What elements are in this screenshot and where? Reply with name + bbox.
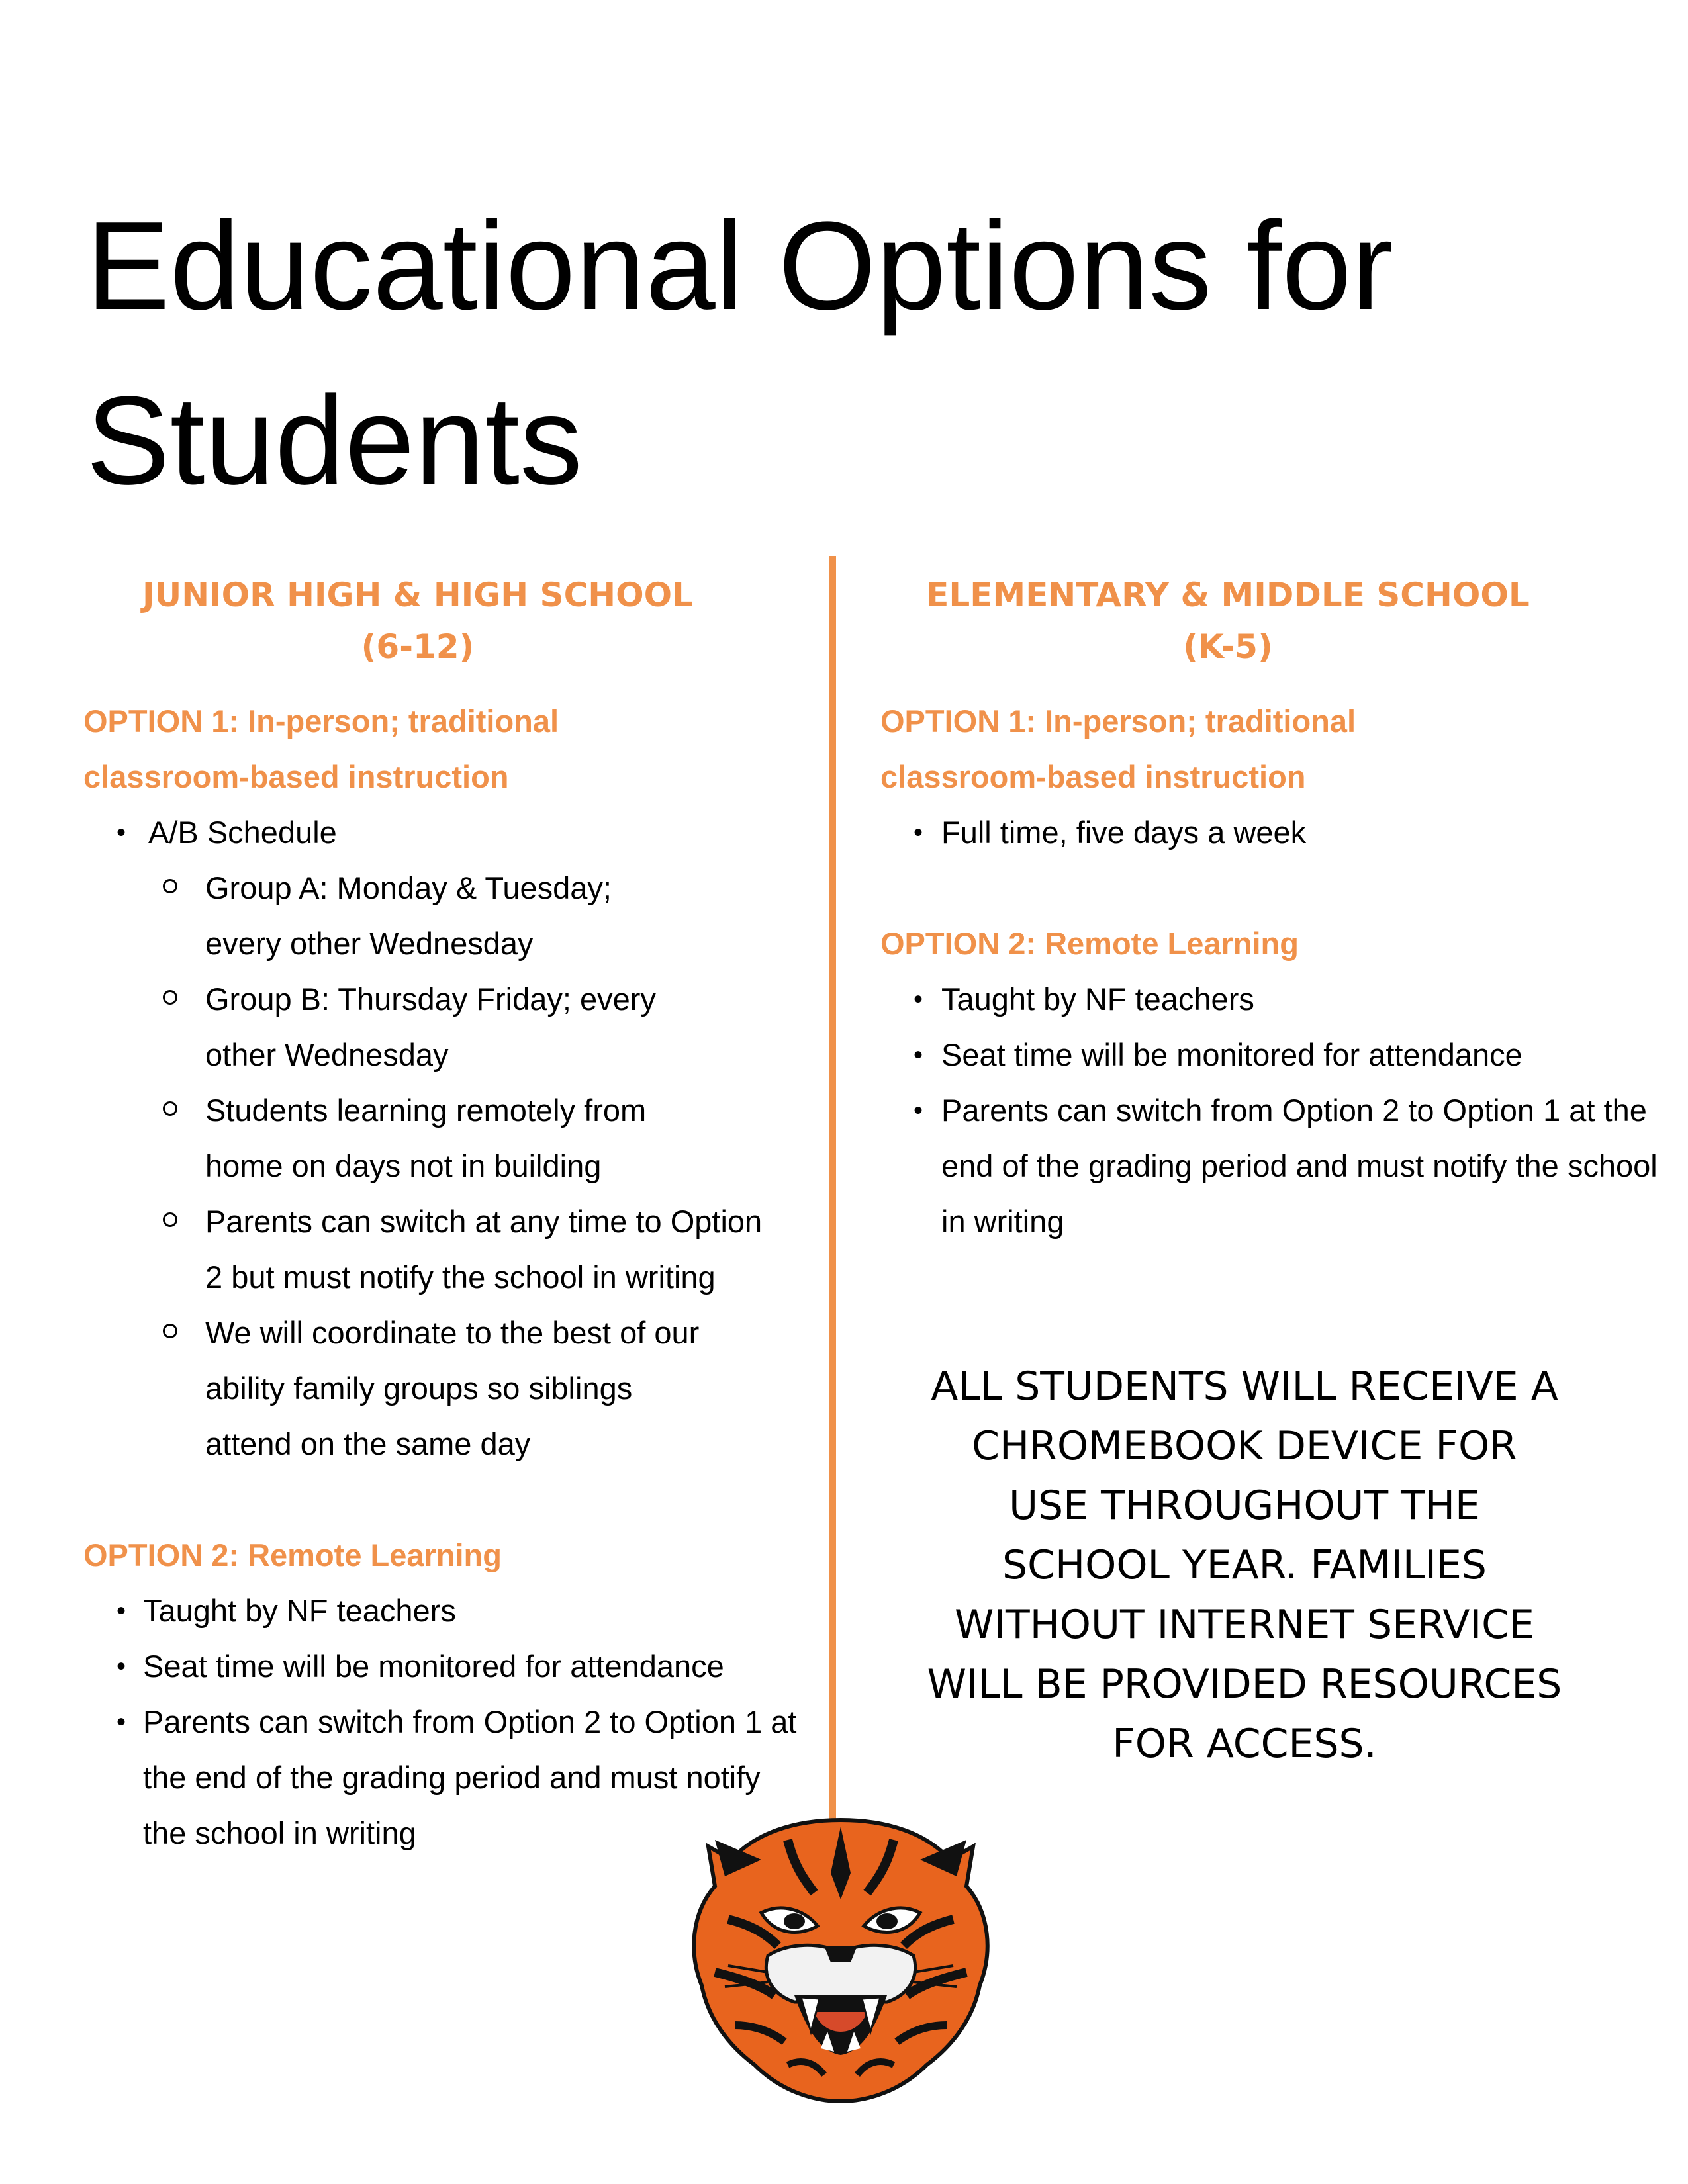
chromebook-notice: ALL STUDENTS WILL RECEIVE A CHROMEBOOK DEVICE FOR USE THROUGHOUT THE SCHOOL YEAR. FAMILIES WITHOUT INTERNET SERVICE WILL BE PROVIDED RESOURCES FOR ACCESS.	[927, 1363, 1562, 1767]
option1-list	[83, 805, 805, 1472]
sub-list-item: Students learning remotely from home on days not in building	[83, 1083, 722, 1194]
column-heading: JUNIOR HIGH & HIGH SCHOOL	[142, 576, 693, 614]
sub-list-item: Group A: Monday & Tuesday; every other Wednesday	[83, 860, 682, 972]
list-item: • Parents can switch from Option 2 to Option 1 at the end of the grading period and must notify the school in writing	[880, 1083, 1688, 1250]
page-title: Educational Options for Students	[86, 196, 1394, 511]
list-item: • Full time, five days a week	[880, 805, 1642, 860]
option2-list	[880, 972, 1658, 1250]
column-heading: ELEMENTARY & MIDDLE SCHOOL	[926, 576, 1530, 614]
column-grade-range: (6-12)	[361, 627, 475, 666]
list-item: • A/B Schedule	[83, 805, 805, 860]
sub-list-item: Group B: Thursday Friday; every other Wednesday	[83, 972, 722, 1083]
junior-high-column	[83, 569, 805, 1861]
list-item: • Taught by NF teachers	[880, 972, 1642, 1027]
column-divider	[829, 556, 836, 1893]
option1-list	[880, 805, 1642, 860]
list-item: • Taught by NF teachers	[83, 1583, 805, 1639]
list-item: • Seat time will be monitored for attendance	[83, 1639, 805, 1694]
elementary-column	[880, 569, 1658, 1250]
sub-list-item: Parents can switch at any time to Option 2 but must notify the school in writing	[83, 1194, 774, 1305]
column-grade-range: (K-5)	[1183, 627, 1273, 666]
tiger-head-icon	[688, 1813, 993, 2105]
list-item: • Seat time will be monitored for attendance	[880, 1027, 1642, 1083]
option1-heading: OPTION 1: In-person; traditional classroom-based instruction	[880, 704, 1356, 794]
option1-heading: OPTION 1: In-person; traditional classroom-based instruction	[83, 704, 559, 794]
list-item: • Parents can switch from Option 2 to Option 1 at the end of the grading period and must notify the school in writing	[83, 1694, 805, 1861]
sub-list-item: We will coordinate to the best of our ability family groups so siblings attend on the same day	[83, 1305, 722, 1472]
option2-heading: OPTION 2: Remote Learning	[83, 1537, 502, 1572]
option2-heading: OPTION 2: Remote Learning	[880, 926, 1299, 961]
